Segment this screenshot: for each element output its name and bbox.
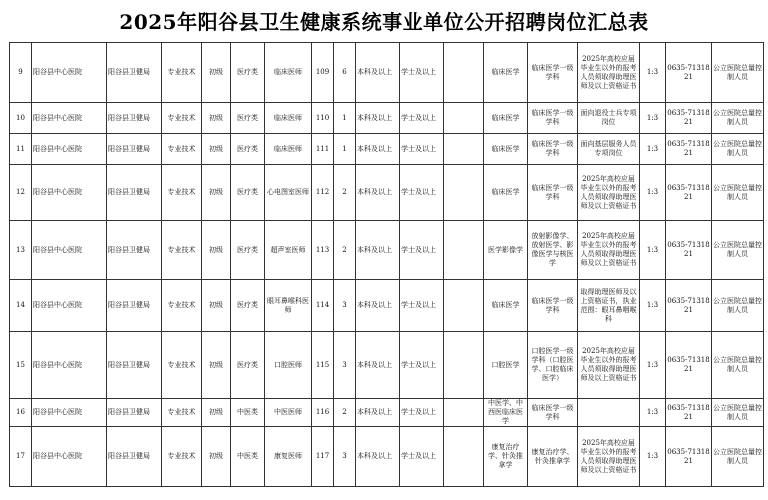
cell-education: 本科及以上 (356, 332, 400, 399)
cell-category: 专业技术 (162, 280, 202, 332)
cell-level: 初级 (202, 399, 231, 427)
cell-code: 117 (312, 427, 334, 487)
cell-major-c: 临床医学一级学科 (528, 280, 578, 332)
cell-phone: 0635-7131821 (666, 134, 712, 165)
cell-post: 临床医师 (265, 134, 312, 165)
cell-note: 公立医院总量控制人员 (712, 103, 764, 134)
cell-phone: 0635-7131821 (666, 43, 712, 103)
cell-post: 中医医师 (265, 399, 312, 427)
cell-no: 12 (10, 165, 32, 221)
cell-ratio: 1:3 (640, 103, 666, 134)
cell-major-b: 康复治疗学、针灸推拿学 (484, 427, 528, 487)
table-row (10, 332, 764, 399)
cell-degree: 学士及以上 (400, 221, 444, 280)
cell-education: 本科及以上 (356, 103, 400, 134)
cell-major-b: 临床医学 (484, 280, 528, 332)
cell-ratio: 1:3 (640, 165, 666, 221)
cell-ratio: 1:3 (640, 280, 666, 332)
cell-code: 110 (312, 103, 334, 134)
cell-phone: 0635-7131821 (666, 165, 712, 221)
cell-education: 本科及以上 (356, 134, 400, 165)
cell-major-c: 临床医学一级学科 (528, 103, 578, 134)
cell-category: 专业技术 (162, 221, 202, 280)
cell-major-b: 口腔医学 (484, 332, 528, 399)
cell-level: 初级 (202, 43, 231, 103)
cell-education: 本科及以上 (356, 427, 400, 487)
table-body (10, 43, 764, 487)
cell-major-c: 康复治疗学、针灸推拿学 (528, 427, 578, 487)
cell-phone: 0635-7131821 (666, 332, 712, 399)
table-row (10, 134, 764, 165)
cell-unit: 阳谷县中心医院 (32, 43, 107, 103)
cell-phone: 0635-7131821 (666, 221, 712, 280)
cell-major-b: 医学影像学 (484, 221, 528, 280)
cell-ratio: 1:3 (640, 332, 666, 399)
cell-dept: 阳谷县卫健局 (107, 134, 162, 165)
cell-level: 初级 (202, 332, 231, 399)
cell-count: 6 (334, 43, 356, 103)
cell-count: 3 (334, 332, 356, 399)
cell-type: 医疗类 (231, 332, 265, 399)
cell-note: 公立医院总量控制人员 (712, 399, 764, 427)
cell-count: 2 (334, 165, 356, 221)
cell-education: 本科及以上 (356, 165, 400, 221)
cell-unit: 阳谷县中心医院 (32, 399, 107, 427)
cell-education: 本科及以上 (356, 221, 400, 280)
cell-note: 公立医院总量控制人员 (712, 165, 764, 221)
cell-note: 公立医院总量控制人员 (712, 43, 764, 103)
cell-category: 专业技术 (162, 103, 202, 134)
cell-requirement: 2025年高校应届毕业生以外的报考人员须取得助理医师及以上资格证书 (578, 221, 640, 280)
cell-dept: 阳谷县卫健局 (107, 280, 162, 332)
cell-degree: 学士及以上 (400, 103, 444, 134)
cell-no: 9 (10, 43, 32, 103)
cell-degree: 学士及以上 (400, 43, 444, 103)
cell-count: 3 (334, 427, 356, 487)
cell-note: 公立医院总量控制人员 (712, 134, 764, 165)
cell-unit: 阳谷县中心医院 (32, 221, 107, 280)
cell-level: 初级 (202, 221, 231, 280)
cell-ratio: 1:3 (640, 221, 666, 280)
cell-major-a (444, 165, 484, 221)
cell-type: 医疗类 (231, 280, 265, 332)
cell-degree: 学士及以上 (400, 332, 444, 399)
cell-degree: 学士及以上 (400, 399, 444, 427)
cell-level: 初级 (202, 427, 231, 487)
cell-requirement: 2025年高校应届毕业生以外的报考人员须取得助理医师及以上资格证书 (578, 427, 640, 487)
cell-level: 初级 (202, 165, 231, 221)
cell-no: 14 (10, 280, 32, 332)
cell-major-b: 临床医学 (484, 103, 528, 134)
cell-no: 10 (10, 103, 32, 134)
cell-code: 111 (312, 134, 334, 165)
cell-count: 2 (334, 399, 356, 427)
cell-dept: 阳谷县卫健局 (107, 221, 162, 280)
cell-phone: 0635-7131821 (666, 399, 712, 427)
cell-level: 初级 (202, 134, 231, 165)
cell-count: 2 (334, 221, 356, 280)
cell-dept: 阳谷县卫健局 (107, 43, 162, 103)
cell-major-c: 临床医学一级学科 (528, 43, 578, 103)
cell-major-b: 中医学、中西医临床医学 (484, 399, 528, 427)
cell-post: 心电图室医师 (265, 165, 312, 221)
cell-category: 专业技术 (162, 165, 202, 221)
cell-type: 医疗类 (231, 103, 265, 134)
cell-code: 116 (312, 399, 334, 427)
table-row (10, 43, 764, 103)
cell-type: 医疗类 (231, 221, 265, 280)
cell-major-b: 临床医学 (484, 43, 528, 103)
cell-category: 专业技术 (162, 332, 202, 399)
cell-type: 中医类 (231, 399, 265, 427)
cell-level: 初级 (202, 103, 231, 134)
cell-requirement: 2025年高校应届毕业生以外的报考人员须取得助理医师及以上资格证书 (578, 165, 640, 221)
cell-major-a (444, 103, 484, 134)
cell-post: 临床医师 (265, 103, 312, 134)
cell-type: 医疗类 (231, 134, 265, 165)
cell-major-c: 临床医学一级学科 (528, 165, 578, 221)
cell-major-a (444, 427, 484, 487)
cell-unit: 阳谷县中心医院 (32, 165, 107, 221)
cell-type: 医疗类 (231, 165, 265, 221)
cell-major-a (444, 221, 484, 280)
cell-major-b: 临床医学 (484, 165, 528, 221)
cell-major-a (444, 43, 484, 103)
cell-requirement (578, 399, 640, 427)
cell-education: 本科及以上 (356, 399, 400, 427)
table-row (10, 427, 764, 487)
cell-major-c: 临床医学一级学科 (528, 134, 578, 165)
cell-post: 眼耳鼻喉科医师 (265, 280, 312, 332)
cell-note: 公立医院总量控制人员 (712, 332, 764, 399)
cell-post: 临床医师 (265, 43, 312, 103)
cell-code: 115 (312, 332, 334, 399)
cell-ratio: 1:3 (640, 399, 666, 427)
cell-dept: 阳谷县卫健局 (107, 103, 162, 134)
cell-category: 专业技术 (162, 399, 202, 427)
cell-no: 13 (10, 221, 32, 280)
cell-major-a (444, 332, 484, 399)
cell-ratio: 1:3 (640, 43, 666, 103)
table-row (10, 165, 764, 221)
cell-count: 3 (334, 280, 356, 332)
cell-unit: 阳谷县中心医院 (32, 332, 107, 399)
cell-dept: 阳谷县卫健局 (107, 427, 162, 487)
page-title: 2025年阳谷县卫生健康系统事业单位公开招聘岗位汇总表 (119, 10, 649, 34)
cell-education: 本科及以上 (356, 280, 400, 332)
cell-note: 公立医院总量控制人员 (712, 280, 764, 332)
cell-major-b: 临床医学 (484, 134, 528, 165)
cell-note: 公立医院总量控制人员 (712, 427, 764, 487)
cell-code: 113 (312, 221, 334, 280)
cell-degree: 学士及以上 (400, 165, 444, 221)
cell-requirement: 2025年高校应届毕业生以外的报考人员须取得助理医师及以上资格证书 (578, 43, 640, 103)
table-row (10, 280, 764, 332)
cell-requirement: 面向基层服务人员专项岗位 (578, 134, 640, 165)
cell-requirement: 取得助理医师及以上资格证书，执业范围：眼耳鼻咽喉科 (578, 280, 640, 332)
cell-type: 中医类 (231, 427, 265, 487)
cell-dept: 阳谷县卫健局 (107, 399, 162, 427)
cell-no: 15 (10, 332, 32, 399)
cell-major-a (444, 134, 484, 165)
cell-no: 11 (10, 134, 32, 165)
cell-category: 专业技术 (162, 134, 202, 165)
cell-requirement: 面向退役士兵专项岗位 (578, 103, 640, 134)
table-row (10, 221, 764, 280)
cell-level: 初级 (202, 280, 231, 332)
cell-no: 16 (10, 399, 32, 427)
table-row (10, 399, 764, 427)
cell-count: 1 (334, 134, 356, 165)
cell-unit: 阳谷县中心医院 (32, 280, 107, 332)
cell-degree: 学士及以上 (400, 427, 444, 487)
cell-requirement: 2025年高校应届毕业生以外的报考人员须取得助理医师及以上资格证书 (578, 332, 640, 399)
cell-no: 17 (10, 427, 32, 487)
cell-dept: 阳谷县卫健局 (107, 165, 162, 221)
cell-count: 1 (334, 103, 356, 134)
cell-ratio: 1:3 (640, 134, 666, 165)
cell-major-c: 临床医学一级学科 (528, 399, 578, 427)
positions-table (9, 42, 764, 487)
table-row (10, 103, 764, 134)
cell-code: 109 (312, 43, 334, 103)
cell-note: 公立医院总量控制人员 (712, 221, 764, 280)
cell-post: 超声室医师 (265, 221, 312, 280)
cell-phone: 0635-7131821 (666, 427, 712, 487)
cell-degree: 学士及以上 (400, 280, 444, 332)
cell-unit: 阳谷县中心医院 (32, 134, 107, 165)
cell-unit: 阳谷县中心医院 (32, 427, 107, 487)
cell-major-c: 放射影像学、放射医学、影像医学与核医学 (528, 221, 578, 280)
cell-code: 112 (312, 165, 334, 221)
cell-post: 口腔医师 (265, 332, 312, 399)
cell-ratio: 1:3 (640, 427, 666, 487)
cell-category: 专业技术 (162, 427, 202, 487)
cell-post: 康复医师 (265, 427, 312, 487)
cell-unit: 阳谷县中心医院 (32, 103, 107, 134)
cell-phone: 0635-7131821 (666, 103, 712, 134)
cell-major-a (444, 280, 484, 332)
cell-phone: 0635-7131821 (666, 280, 712, 332)
cell-dept: 阳谷县卫健局 (107, 332, 162, 399)
cell-degree: 学士及以上 (400, 134, 444, 165)
cell-education: 本科及以上 (356, 43, 400, 103)
cell-type: 医疗类 (231, 43, 265, 103)
cell-major-c: 口腔医学一级学科（口腔医学、口腔临床医学） (528, 332, 578, 399)
cell-code: 114 (312, 280, 334, 332)
cell-major-a (444, 399, 484, 427)
cell-category: 专业技术 (162, 43, 202, 103)
